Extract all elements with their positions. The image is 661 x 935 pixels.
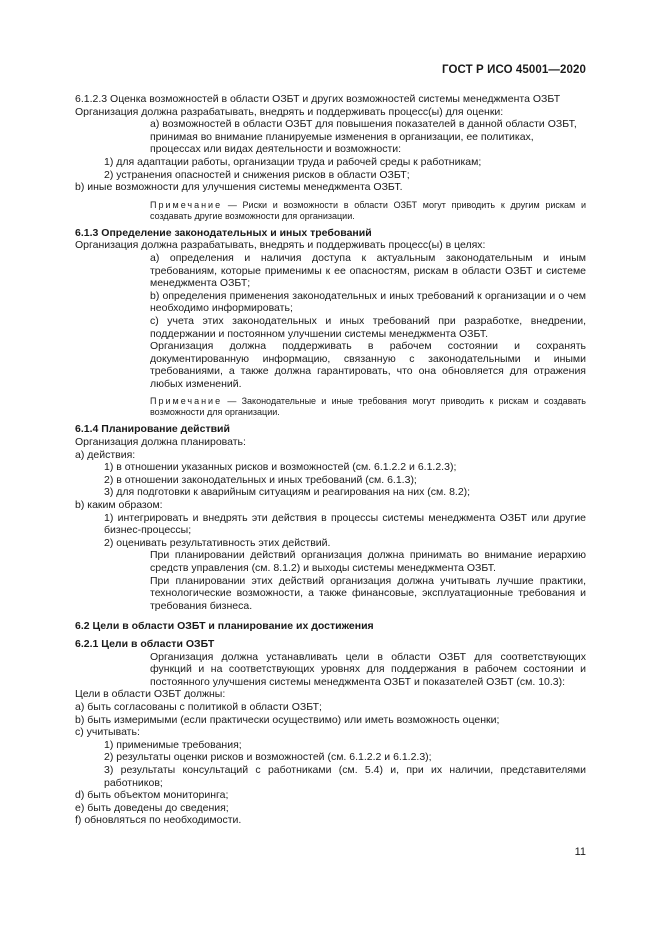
standard-code-header: ГОСТ Р ИСО 45001—2020 [441, 64, 586, 76]
note-text: — Законодательные и иные требования могут приводить к рискам и создавать возможности для организации. [150, 396, 586, 418]
list-item: 3) для подготовки к аварийным ситуациям и реагирования на них (см. 8.2); [104, 486, 471, 499]
list-item: 2) результаты оценки рисков и возможностей (см. 6.1.2.2 и 6.1.2.3); [104, 751, 432, 764]
list-item: 1) применимые требования; [104, 738, 242, 751]
list-item: b) определения применения законодательных и иных требований к организации и о чем необходимо информировать; [150, 289, 586, 315]
list-item: 1) интегрировать и внедрять эти действия в процессы системы менеджмента ОЗБТ или другие бизнес-процессы; [104, 511, 586, 537]
note-block [75, 396, 586, 418]
clause-6-1-4-heading: 6.1.4 Планирование действий [75, 423, 230, 436]
note-text: — Риски и возможности в области ОЗБТ могут приводить к другим рискам и создавать другие возможности для организации. [150, 199, 586, 221]
list-item: 2) в отношении законодательных и иных требований (см. 6.1.3); [104, 473, 417, 486]
list-item: b) иные возможности для улучшения системы менеджмента ОЗБТ. [75, 181, 403, 194]
paragraph: Организация должна поддерживать в рабочем состоянии и сохранять документированную информацию, связанную с законодательными и иными требованиями, а также должна гарантировать, что она обновляется для отражения любых изменений. [150, 340, 586, 390]
list-item: c) учета этих законодательных и иных требований при разработке, внедрении, поддержании и постоянном улучшении системы менеджмента ОЗБТ. [150, 314, 586, 340]
list-item: 2) оценивать результативность этих действий. [104, 536, 331, 549]
clause-6-1-3-heading: 6.1.3 Определение законодательных и иных требований [75, 226, 372, 239]
list-item: a) возможностей в области ОЗБТ для повышения показателей в данной области ОЗБТ, принимая во внимание планируемые изменения в организации, ее политиках, процессах или видах деятельности и возможности: [150, 118, 577, 156]
list-item: 2) устранения опасностей и снижения рисков в области ОЗБТ; [104, 168, 410, 181]
list-item: d) быть объектом мониторинга; [75, 789, 229, 802]
list-item: b) быть измеримыми (если практически осуществимо) или иметь возможность оценки; [75, 713, 500, 726]
page-number: 11 [574, 846, 586, 858]
paragraph: Организация должна разрабатывать, внедрять и поддерживать процесс(ы) для оценки: [75, 105, 504, 118]
list-item: a) действия: [75, 448, 136, 461]
paragraph: Цели в области ОЗБТ должны: [75, 688, 226, 701]
paragraph: Организация должна планировать: [75, 436, 246, 449]
paragraph: Организация должна разрабатывать, внедрять и поддерживать процесс(ы) в целях: [75, 239, 486, 252]
note-block [75, 200, 586, 222]
list-item: c) учитывать: [75, 726, 140, 739]
paragraph: При планировании этих действий организация должна учитывать лучшие практики, технологические возможности, а также финансовые, эксплуатационные требования и требования бизнеса. [150, 574, 586, 612]
list-item: 1) для адаптации работы, организации труда и рабочей среды к работникам; [104, 155, 482, 168]
clause-6-1-2-3-title: 6.1.2.3 Оценка возможностей в области ОЗБТ и других возможностей системы менеджмента ОЗБТ [75, 93, 561, 105]
list-item: 3) результаты консультаций с работниками (см. 5.4) и, при их наличии, представителями работников; [104, 763, 586, 789]
document-body [75, 93, 586, 827]
note-label: Примечание [150, 396, 223, 407]
list-item: 1) в отношении указанных рисков и возможностей (см. 6.1.2.2 и 6.1.2.3); [104, 461, 457, 474]
paragraph: При планировании действий организация должна принимать во внимание иерархию средств управления (см. 8.1.2) и выходы системы менеджмента ОЗБТ. [150, 549, 586, 574]
paragraph: Организация должна устанавливать цели в области ОЗБТ для соответствующих функций и на соответствующих уровнях для поддержания в рабочем состоянии и постоянного улучшения системы менеджмента ОЗБТ и показателей ОЗБТ (см. 10.3): [150, 650, 586, 688]
list-item: a) быть согласованы с политикой в области ОЗБТ; [75, 700, 322, 713]
list-item: e) быть доведены до сведения; [75, 801, 229, 814]
clause-6-2-heading: 6.2 Цели в области ОЗБТ и планирование их достижения [75, 620, 374, 633]
list-item: a) определения и наличия доступа к актуальным законодательным и иным требованиям, которые применимы к ее опасностям, рискам в области ОЗБТ и системе менеджмента ОЗБТ; [150, 251, 586, 290]
note-label: Примечание [150, 199, 223, 210]
clause-6-2-1-heading: 6.2.1 Цели в области ОЗБТ [75, 637, 215, 650]
list-item: f) обновляться по необходимости. [75, 814, 242, 827]
list-item: b) каким образом: [75, 499, 163, 512]
